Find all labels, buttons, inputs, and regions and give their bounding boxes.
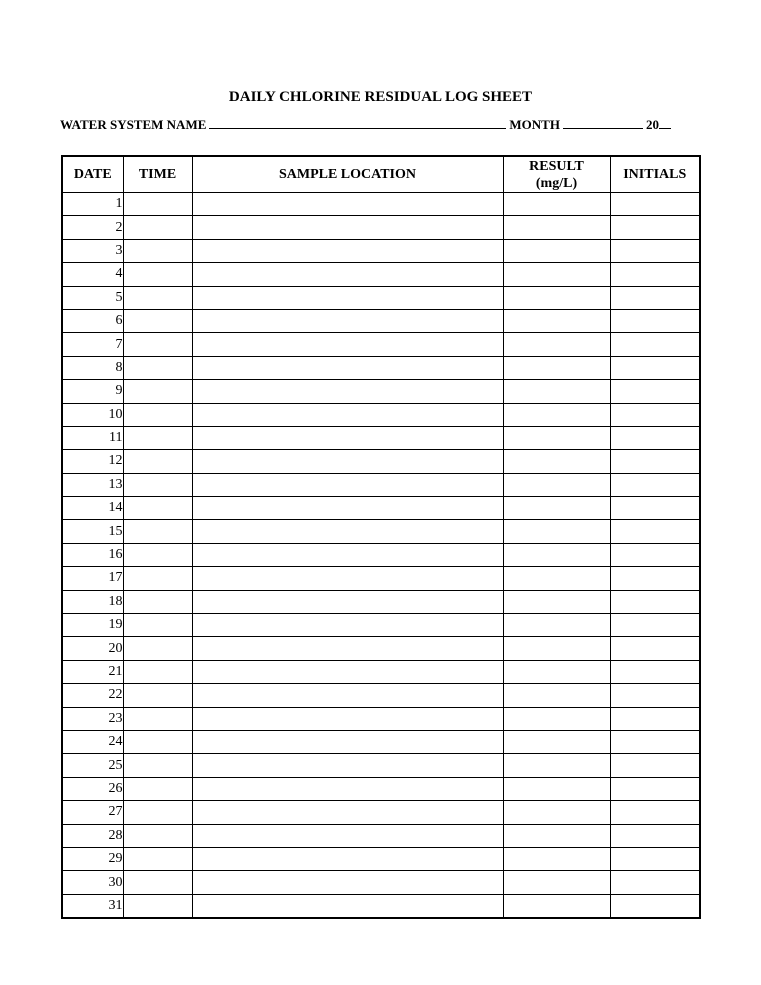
time-cell[interactable] bbox=[123, 847, 192, 870]
time-cell[interactable] bbox=[123, 473, 192, 496]
time-cell[interactable] bbox=[123, 450, 192, 473]
water-system-name-field[interactable] bbox=[209, 116, 506, 129]
date-column-header: DATE bbox=[62, 156, 123, 193]
sample-location-cell[interactable] bbox=[192, 801, 503, 824]
sample-location-cell[interactable] bbox=[192, 497, 503, 520]
time-cell[interactable] bbox=[123, 497, 192, 520]
table-row bbox=[62, 380, 700, 403]
time-cell[interactable] bbox=[123, 894, 192, 918]
sample-location-cell[interactable] bbox=[192, 684, 503, 707]
date-cell: 2 bbox=[62, 216, 123, 239]
sample-location-cell[interactable] bbox=[192, 637, 503, 660]
date-cell: 8 bbox=[62, 356, 123, 379]
time-cell[interactable] bbox=[123, 567, 192, 590]
sample-location-cell[interactable] bbox=[192, 520, 503, 543]
initials-cell[interactable] bbox=[610, 333, 700, 356]
time-cell[interactable] bbox=[123, 239, 192, 262]
month-label: MONTH bbox=[509, 117, 560, 132]
table-row bbox=[62, 730, 700, 753]
result-cell[interactable] bbox=[503, 263, 610, 286]
table-row bbox=[62, 684, 700, 707]
sample-location-cell[interactable] bbox=[192, 894, 503, 918]
initials-cell[interactable] bbox=[610, 847, 700, 870]
table-row bbox=[62, 801, 700, 824]
initials-cell[interactable] bbox=[610, 801, 700, 824]
table-row bbox=[62, 567, 700, 590]
table-row bbox=[62, 847, 700, 870]
table-row bbox=[62, 333, 700, 356]
date-cell: 17 bbox=[62, 567, 123, 590]
date-cell: 7 bbox=[62, 333, 123, 356]
sample-location-cell[interactable] bbox=[192, 473, 503, 496]
result-cell[interactable] bbox=[503, 473, 610, 496]
table-row bbox=[62, 754, 700, 777]
water-system-name-label: WATER SYSTEM NAME bbox=[60, 117, 207, 132]
sample-location-cell[interactable] bbox=[192, 824, 503, 847]
initials-cell[interactable] bbox=[610, 356, 700, 379]
sample-location-cell[interactable] bbox=[192, 309, 503, 332]
table-row bbox=[62, 426, 700, 449]
time-cell[interactable] bbox=[123, 193, 192, 216]
table-row bbox=[62, 520, 700, 543]
result-cell[interactable] bbox=[503, 426, 610, 449]
initials-cell[interactable] bbox=[610, 707, 700, 730]
time-cell[interactable] bbox=[123, 356, 192, 379]
date-cell: 29 bbox=[62, 847, 123, 870]
table-row bbox=[62, 193, 700, 216]
initials-cell[interactable] bbox=[610, 777, 700, 800]
initials-cell[interactable] bbox=[610, 824, 700, 847]
date-cell: 27 bbox=[62, 801, 123, 824]
result-cell[interactable] bbox=[503, 356, 610, 379]
result-cell[interactable] bbox=[503, 193, 610, 216]
date-cell: 21 bbox=[62, 660, 123, 683]
time-cell[interactable] bbox=[123, 403, 192, 426]
result-cell[interactable] bbox=[503, 403, 610, 426]
result-cell[interactable] bbox=[503, 216, 610, 239]
initials-cell[interactable] bbox=[610, 473, 700, 496]
date-cell: 28 bbox=[62, 824, 123, 847]
sample-location-cell[interactable] bbox=[192, 871, 503, 894]
table-row bbox=[62, 590, 700, 613]
result-cell[interactable] bbox=[503, 543, 610, 566]
time-cell[interactable] bbox=[123, 707, 192, 730]
initials-cell[interactable] bbox=[610, 403, 700, 426]
initials-cell[interactable] bbox=[610, 426, 700, 449]
year-field[interactable] bbox=[659, 116, 671, 129]
time-cell[interactable] bbox=[123, 660, 192, 683]
date-cell: 20 bbox=[62, 637, 123, 660]
time-cell[interactable] bbox=[123, 637, 192, 660]
time-cell[interactable] bbox=[123, 614, 192, 637]
result-cell[interactable] bbox=[503, 684, 610, 707]
time-cell[interactable] bbox=[123, 801, 192, 824]
result-cell[interactable] bbox=[503, 239, 610, 262]
sample-location-cell[interactable] bbox=[192, 707, 503, 730]
table-row bbox=[62, 660, 700, 683]
initials-cell[interactable] bbox=[610, 730, 700, 753]
table-row bbox=[62, 707, 700, 730]
sample-location-cell[interactable] bbox=[192, 403, 503, 426]
sample-location-cell[interactable] bbox=[192, 660, 503, 683]
time-cell[interactable] bbox=[123, 871, 192, 894]
initials-cell[interactable] bbox=[610, 497, 700, 520]
date-cell: 26 bbox=[62, 777, 123, 800]
initials-cell[interactable] bbox=[610, 450, 700, 473]
sample-location-cell[interactable] bbox=[192, 263, 503, 286]
table-row bbox=[62, 356, 700, 379]
result-cell[interactable] bbox=[503, 871, 610, 894]
date-cell: 15 bbox=[62, 520, 123, 543]
initials-cell[interactable] bbox=[610, 894, 700, 918]
table-header-row bbox=[62, 156, 700, 193]
time-cell[interactable] bbox=[123, 520, 192, 543]
date-cell: 23 bbox=[62, 707, 123, 730]
time-cell[interactable] bbox=[123, 543, 192, 566]
result-header-line2: (mg/L) bbox=[535, 175, 578, 191]
date-cell: 16 bbox=[62, 543, 123, 566]
header-fields bbox=[60, 116, 674, 133]
initials-cell[interactable] bbox=[610, 286, 700, 309]
date-cell: 9 bbox=[62, 380, 123, 403]
result-cell[interactable] bbox=[503, 824, 610, 847]
initials-cell[interactable] bbox=[610, 660, 700, 683]
time-cell[interactable] bbox=[123, 754, 192, 777]
time-cell[interactable] bbox=[123, 216, 192, 239]
initials-cell[interactable] bbox=[610, 567, 700, 590]
date-cell: 24 bbox=[62, 730, 123, 753]
initials-cell[interactable] bbox=[610, 520, 700, 543]
table-row bbox=[62, 871, 700, 894]
time-cell[interactable] bbox=[123, 333, 192, 356]
table-row bbox=[62, 497, 700, 520]
initials-cell[interactable] bbox=[610, 614, 700, 637]
result-cell[interactable] bbox=[503, 450, 610, 473]
initials-cell[interactable] bbox=[610, 193, 700, 216]
table-row bbox=[62, 263, 700, 286]
time-cell[interactable] bbox=[123, 777, 192, 800]
sample-location-cell[interactable] bbox=[192, 590, 503, 613]
result-cell[interactable] bbox=[503, 660, 610, 683]
table-row bbox=[62, 543, 700, 566]
date-cell: 19 bbox=[62, 614, 123, 637]
sample-location-cell[interactable] bbox=[192, 450, 503, 473]
result-cell[interactable] bbox=[503, 847, 610, 870]
year-prefix-label: 20 bbox=[645, 117, 659, 132]
sample-location-cell[interactable] bbox=[192, 216, 503, 239]
result-cell[interactable] bbox=[503, 590, 610, 613]
sample-location-cell[interactable] bbox=[192, 543, 503, 566]
result-cell[interactable] bbox=[503, 309, 610, 332]
initials-cell[interactable] bbox=[610, 590, 700, 613]
date-cell: 13 bbox=[62, 473, 123, 496]
initials-cell[interactable] bbox=[610, 309, 700, 332]
initials-cell[interactable] bbox=[610, 684, 700, 707]
result-cell[interactable] bbox=[503, 894, 610, 918]
date-cell: 11 bbox=[62, 426, 123, 449]
table-row bbox=[62, 286, 700, 309]
time-cell[interactable] bbox=[123, 380, 192, 403]
sample-location-cell[interactable] bbox=[192, 380, 503, 403]
result-header-line1: RESULT bbox=[529, 158, 584, 174]
initials-column-header: INITIALS bbox=[610, 156, 700, 193]
time-cell[interactable] bbox=[123, 263, 192, 286]
table-row bbox=[62, 614, 700, 637]
sample-location-cell[interactable] bbox=[192, 730, 503, 753]
time-cell[interactable] bbox=[123, 309, 192, 332]
initials-cell[interactable] bbox=[610, 637, 700, 660]
time-cell[interactable] bbox=[123, 684, 192, 707]
sample-location-cell[interactable] bbox=[192, 426, 503, 449]
date-cell: 14 bbox=[62, 497, 123, 520]
date-cell: 12 bbox=[62, 450, 123, 473]
date-cell: 30 bbox=[62, 871, 123, 894]
initials-cell[interactable] bbox=[610, 216, 700, 239]
sample-location-cell[interactable] bbox=[192, 614, 503, 637]
log-table bbox=[61, 155, 701, 919]
table-row bbox=[62, 777, 700, 800]
result-column-header bbox=[503, 156, 610, 193]
date-cell: 31 bbox=[62, 894, 123, 918]
time-cell[interactable] bbox=[123, 286, 192, 309]
sample-location-cell[interactable] bbox=[192, 286, 503, 309]
initials-cell[interactable] bbox=[610, 380, 700, 403]
result-cell[interactable] bbox=[503, 801, 610, 824]
table-row bbox=[62, 403, 700, 426]
sample-location-cell[interactable] bbox=[192, 239, 503, 262]
table-row bbox=[62, 824, 700, 847]
result-cell[interactable] bbox=[503, 333, 610, 356]
result-cell[interactable] bbox=[503, 567, 610, 590]
date-cell: 25 bbox=[62, 754, 123, 777]
result-cell[interactable] bbox=[503, 637, 610, 660]
log-table-body bbox=[62, 193, 700, 919]
date-cell: 3 bbox=[62, 239, 123, 262]
date-cell: 1 bbox=[62, 193, 123, 216]
time-cell[interactable] bbox=[123, 590, 192, 613]
sample-location-cell[interactable] bbox=[192, 847, 503, 870]
month-field[interactable] bbox=[563, 116, 643, 129]
initials-cell[interactable] bbox=[610, 754, 700, 777]
date-cell: 5 bbox=[62, 286, 123, 309]
time-cell[interactable] bbox=[123, 824, 192, 847]
sample-location-cell[interactable] bbox=[192, 754, 503, 777]
table-row bbox=[62, 637, 700, 660]
sample-location-cell[interactable] bbox=[192, 777, 503, 800]
table-row bbox=[62, 473, 700, 496]
result-cell[interactable] bbox=[503, 777, 610, 800]
sample-location-cell[interactable] bbox=[192, 356, 503, 379]
sample-location-cell[interactable] bbox=[192, 193, 503, 216]
page-title: DAILY CHLORINE RESIDUAL LOG SHEET bbox=[228, 89, 533, 105]
time-column-header: TIME bbox=[123, 156, 192, 193]
time-cell[interactable] bbox=[123, 426, 192, 449]
initials-cell[interactable] bbox=[610, 871, 700, 894]
result-cell[interactable] bbox=[503, 520, 610, 543]
date-cell: 18 bbox=[62, 590, 123, 613]
initials-cell[interactable] bbox=[610, 543, 700, 566]
table-row bbox=[62, 450, 700, 473]
result-cell[interactable] bbox=[503, 707, 610, 730]
date-cell: 6 bbox=[62, 309, 123, 332]
table-row bbox=[62, 309, 700, 332]
date-cell: 10 bbox=[62, 403, 123, 426]
result-cell[interactable] bbox=[503, 614, 610, 637]
result-cell[interactable] bbox=[503, 754, 610, 777]
sample-location-cell[interactable] bbox=[192, 333, 503, 356]
table-row bbox=[62, 894, 700, 918]
initials-cell[interactable] bbox=[610, 263, 700, 286]
sample-location-column-header: SAMPLE LOCATION bbox=[192, 156, 503, 193]
result-cell[interactable] bbox=[503, 497, 610, 520]
sample-location-cell[interactable] bbox=[192, 567, 503, 590]
date-cell: 22 bbox=[62, 684, 123, 707]
table-row bbox=[62, 216, 700, 239]
initials-cell[interactable] bbox=[610, 239, 700, 262]
result-cell[interactable] bbox=[503, 730, 610, 753]
result-cell[interactable] bbox=[503, 286, 610, 309]
result-cell[interactable] bbox=[503, 380, 610, 403]
time-cell[interactable] bbox=[123, 730, 192, 753]
date-cell: 4 bbox=[62, 263, 123, 286]
table-row bbox=[62, 239, 700, 262]
